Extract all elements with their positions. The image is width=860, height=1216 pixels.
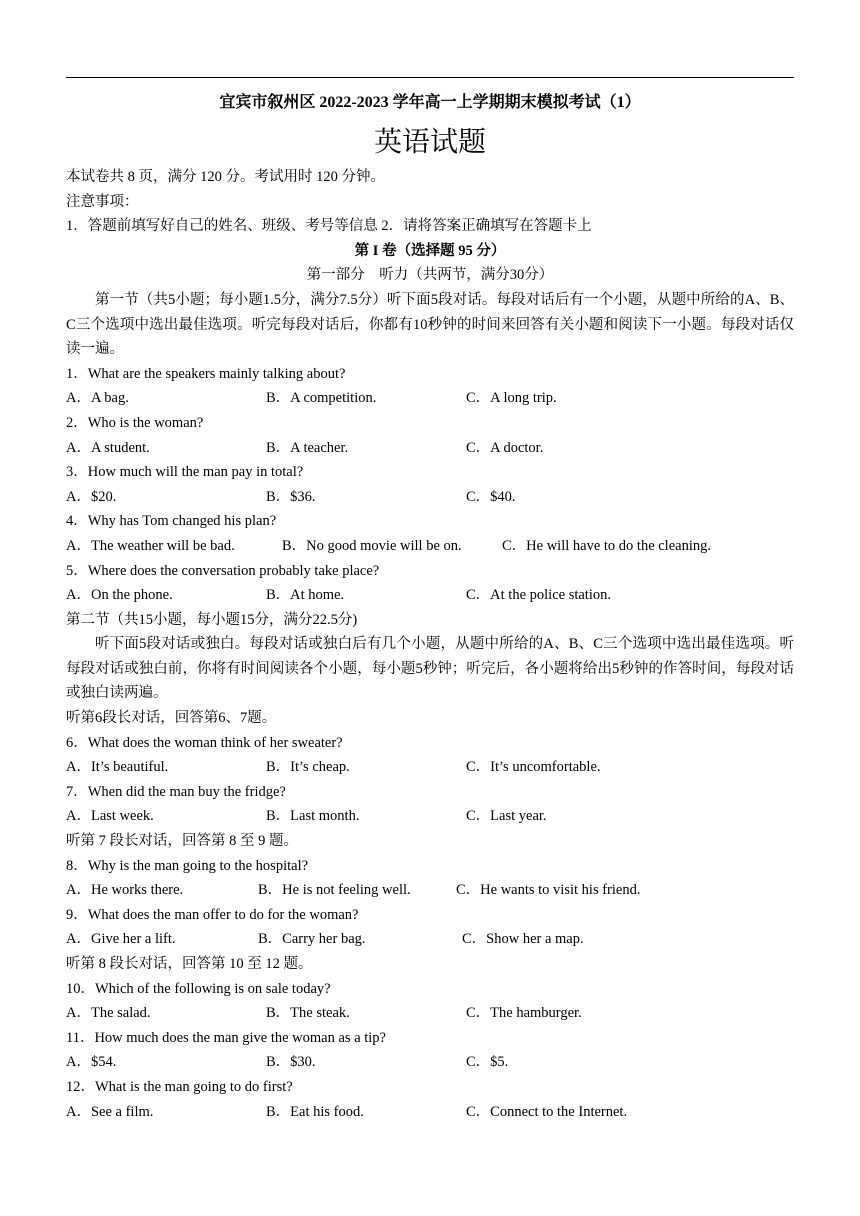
question-options	[66, 436, 794, 461]
exam-page	[66, 0, 794, 1216]
option-b: B．It’s cheap.	[266, 759, 350, 776]
exam-title: 宜宾市叙州区 2022-2023 学年高一上学期期末模拟考试（1）	[219, 94, 641, 111]
option-c: C．A long trip.	[466, 390, 557, 407]
option-a: A．It’s beautiful.	[66, 759, 169, 776]
question-options	[66, 878, 794, 903]
option-a: A．On the phone.	[66, 587, 173, 604]
option-b: B．A competition.	[266, 390, 377, 407]
question-options	[66, 1100, 794, 1125]
option-c: C．Show her a map.	[462, 931, 584, 948]
option-b: B．A teacher.	[266, 439, 349, 456]
option-c: C．The hamburger.	[466, 1005, 582, 1022]
section2-title: 第二节（共15小题，每小题15分，满分22.5分)	[66, 611, 358, 628]
option-a: A．The salad.	[66, 1005, 151, 1022]
option-a: A．$20.	[66, 488, 117, 505]
option-a: A．See a film.	[66, 1103, 154, 1120]
dialogue-note: 听第6段长对话，回答第6、7题。	[66, 710, 277, 727]
question-options	[66, 755, 794, 780]
option-c: C．$40.	[466, 488, 516, 505]
option-b: B．No good movie will be on.	[282, 537, 462, 554]
option-a: A．Last week.	[66, 808, 154, 825]
option-c: C．It’s uncomfortable.	[466, 759, 601, 776]
question-options	[66, 804, 794, 829]
question-options	[66, 583, 794, 608]
option-b: B．Last month.	[266, 808, 360, 825]
header-rule	[66, 77, 794, 78]
intro-line: 本试卷共 8 页，满分 120 分。考试用时 120 分钟。	[66, 169, 385, 185]
section-title: 第一部分 听力（共两节，满分30分）	[306, 267, 554, 284]
dialogue-note: 听第 7 段长对话，回答第 8 至 9 题。	[66, 833, 298, 850]
question-stem: 7．When did the man buy the fridge?	[66, 783, 286, 800]
option-a: A．$54.	[66, 1054, 117, 1071]
option-b: B．He is not feeling well.	[258, 882, 411, 899]
question-stem: 9．What does the man offer to do for the woman?	[66, 906, 359, 923]
question-stem: 3．How much will the man pay in total?	[66, 464, 304, 481]
dialogue-note: 听第 8 段长对话，回答第 10 至 12 题。	[66, 956, 313, 972]
question-stem: 4．Why has Tom changed his plan?	[66, 513, 277, 530]
volume-heading: 第 I 卷（选择题 95 分）	[354, 242, 506, 259]
question-options	[66, 927, 794, 952]
question-options	[66, 1001, 794, 1026]
option-c: C．He wants to visit his friend.	[456, 882, 641, 899]
option-a: A．A bag.	[66, 390, 129, 407]
option-a: A．A student.	[66, 439, 150, 456]
exam-body	[66, 165, 794, 1124]
option-a: A．Give her a lift.	[66, 931, 176, 948]
option-a: A．The weather will be bad.	[66, 537, 235, 554]
section2-instructions: 听下面5段对话或独白。每段对话或独白后有几个小题，从题中所给的A、B、C三个选项中选出最佳选项。听每段对话或独白前，你将有时间阅读各个小题，每小题5秒钟；听完后，各小题将给出5秒钟的作答时间，每段对话或独白读两遍。	[66, 636, 794, 702]
question-stem: 10．Which of the following is on sale today?	[66, 980, 331, 997]
option-b: B．The steak.	[266, 1005, 350, 1022]
notice-items: 1．答题前填写好自己的姓名、班级、考号等信息 2．请将答案正确填写在答题卡上	[66, 218, 592, 235]
question-options	[66, 1050, 794, 1075]
question-options	[66, 485, 794, 510]
option-c: C．Connect to the Internet.	[466, 1103, 628, 1120]
question-stem: 12．What is the man going to do first?	[66, 1078, 293, 1095]
exam-subject-title: 英语试题	[373, 127, 486, 158]
option-c: C．$5.	[466, 1054, 509, 1071]
option-b: B．Carry her bag.	[258, 931, 366, 948]
option-c: C．A doctor.	[466, 439, 544, 456]
question-options	[66, 534, 794, 559]
notice-heading: 注意事项：	[66, 193, 139, 210]
option-c: C．Last year.	[466, 808, 547, 825]
option-b: B．$30.	[266, 1054, 316, 1071]
question-stem: 5．Where does the conversation probably take place?	[66, 562, 380, 579]
question-options	[66, 386, 794, 411]
question-stem: 8．Why is the man going to the hospital?	[66, 857, 309, 874]
option-c: C．He will have to do the cleaning.	[502, 537, 711, 554]
option-b: B．$36.	[266, 488, 316, 505]
question-stem: 2．Who is the woman?	[66, 414, 204, 431]
question-stem: 11．How much does the man give the woman as a tip?	[66, 1029, 386, 1046]
option-b: B．Eat his food.	[266, 1103, 364, 1120]
option-a: A．He works there.	[66, 882, 184, 899]
question-stem: 1．What are the speakers mainly talking about?	[66, 365, 346, 382]
section1-instructions: 第一节（共5小题；每小题1.5分，满分7.5分）听下面5段对话。每段对话后有一个小题，从题中所给的A、B、C三个选项中选出最佳选项。听完每段对话后，你都有10秒钟的时间来回答有关小题和阅读下一小题。每段对话仅读一遍。	[66, 291, 794, 358]
option-c: C．At the police station.	[466, 587, 611, 604]
option-b: B．At home.	[266, 587, 345, 604]
question-stem: 6．What does the woman think of her sweater?	[66, 734, 343, 751]
